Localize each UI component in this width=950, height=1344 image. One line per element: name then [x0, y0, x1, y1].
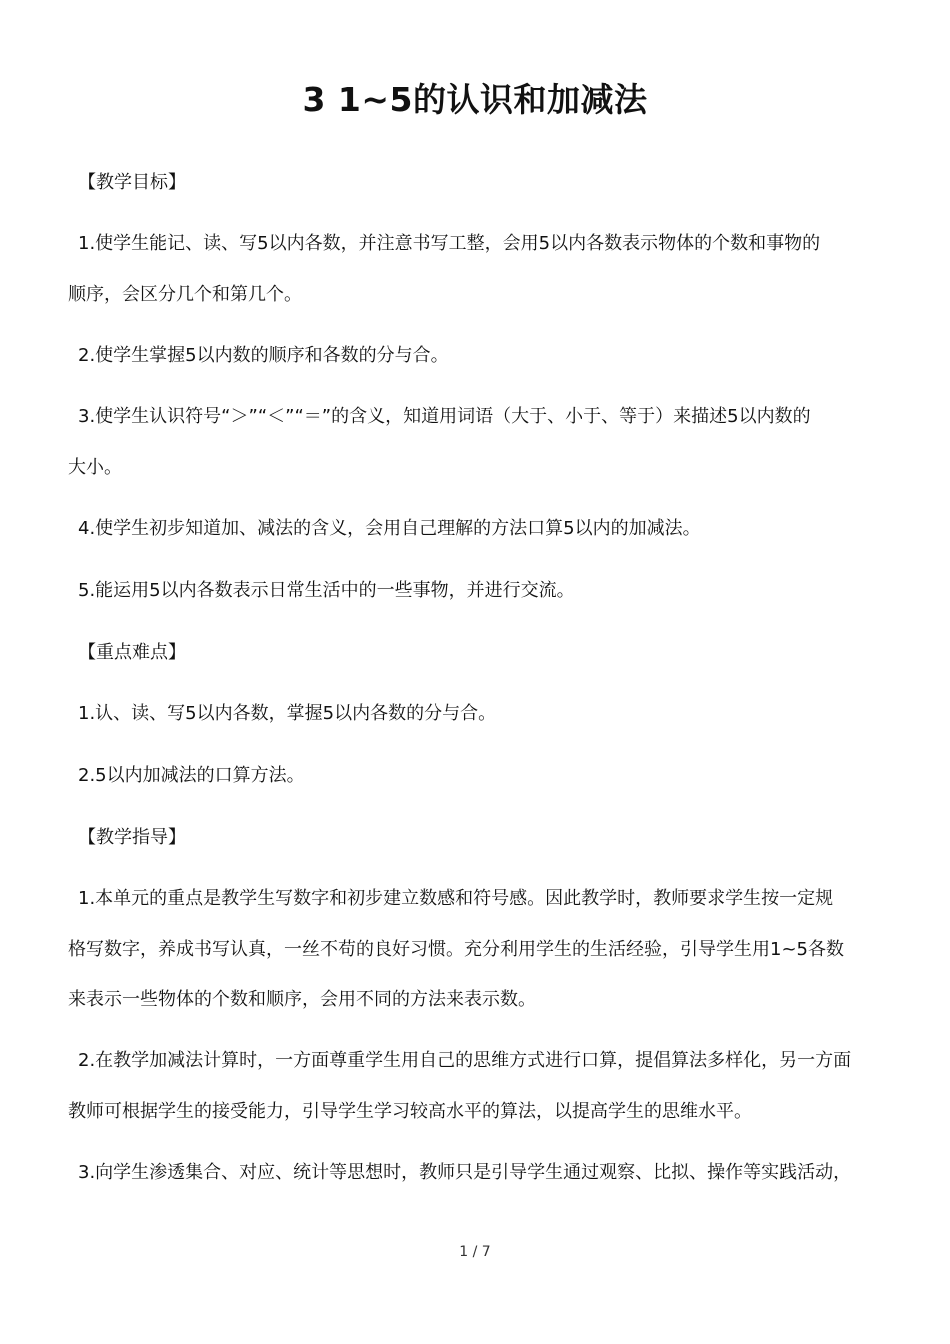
goal-5: 5.能运用5以内各数表示日常生活中的一些事物，并进行交流。 [78, 580, 575, 601]
document-title: 3 1~5的认识和加减法 [302, 80, 648, 119]
goal-4: 4.使学生初步知道加、减法的含义，会用自己理解的方法口算5以内的加减法。 [78, 518, 701, 539]
guidance-2-line-1: 2.在教学加减法计算时，一方面尊重学生用自己的思维方式进行口算，提倡算法多样化，另一方面 [78, 1050, 852, 1071]
guidance-1-line-3: 来表示一些物体的个数和顺序，会用不同的方法来表示数。 [68, 989, 536, 1010]
key-point-1: 1.认、读、写5以内各数，掌握5以内各数的分与合。 [78, 703, 497, 724]
goal-3-line-2: 大小。 [68, 457, 122, 478]
section-heading-key-points: 【重点难点】 [78, 642, 186, 663]
goal-1-line-1: 1.使学生能记、读、写5以内各数，并注意书写工整，会用5以内各数表示物体的个数和事物的 [78, 233, 821, 254]
guidance-2-line-2: 教师可根据学生的接受能力，引导学生学习较高水平的算法，以提高学生的思维水平。 [68, 1101, 752, 1122]
section-heading-goals: 【教学目标】 [78, 172, 186, 193]
key-point-2: 2.5以内加减法的口算方法。 [78, 765, 305, 786]
section-heading-guidance: 【教学指导】 [78, 827, 186, 848]
guidance-1-line-2: 格写数字，养成书写认真，一丝不苟的良好习惯。充分利用学生的生活经验，引导学生用1~5各数 [68, 939, 844, 960]
goal-2: 2.使学生掌握5以内数的顺序和各数的分与合。 [78, 345, 449, 366]
page-number: 1 / 7 [459, 1244, 491, 1260]
guidance-1-line-1: 1.本单元的重点是教学生写数字和初步建立数感和符号感。因此教学时，教师要求学生按一定规 [78, 888, 834, 909]
goal-3-line-1: 3.使学生认识符号“＞”“＜”“＝”的含义，知道用词语（大于、小于、等于）来描述5以内数的 [78, 406, 811, 427]
guidance-3-line-1: 3.向学生渗透集合、对应、统计等思想时，教师只是引导学生通过观察、比拟、操作等实践活动， [78, 1162, 852, 1183]
goal-1-line-2: 顺序，会区分几个和第几个。 [68, 284, 302, 305]
